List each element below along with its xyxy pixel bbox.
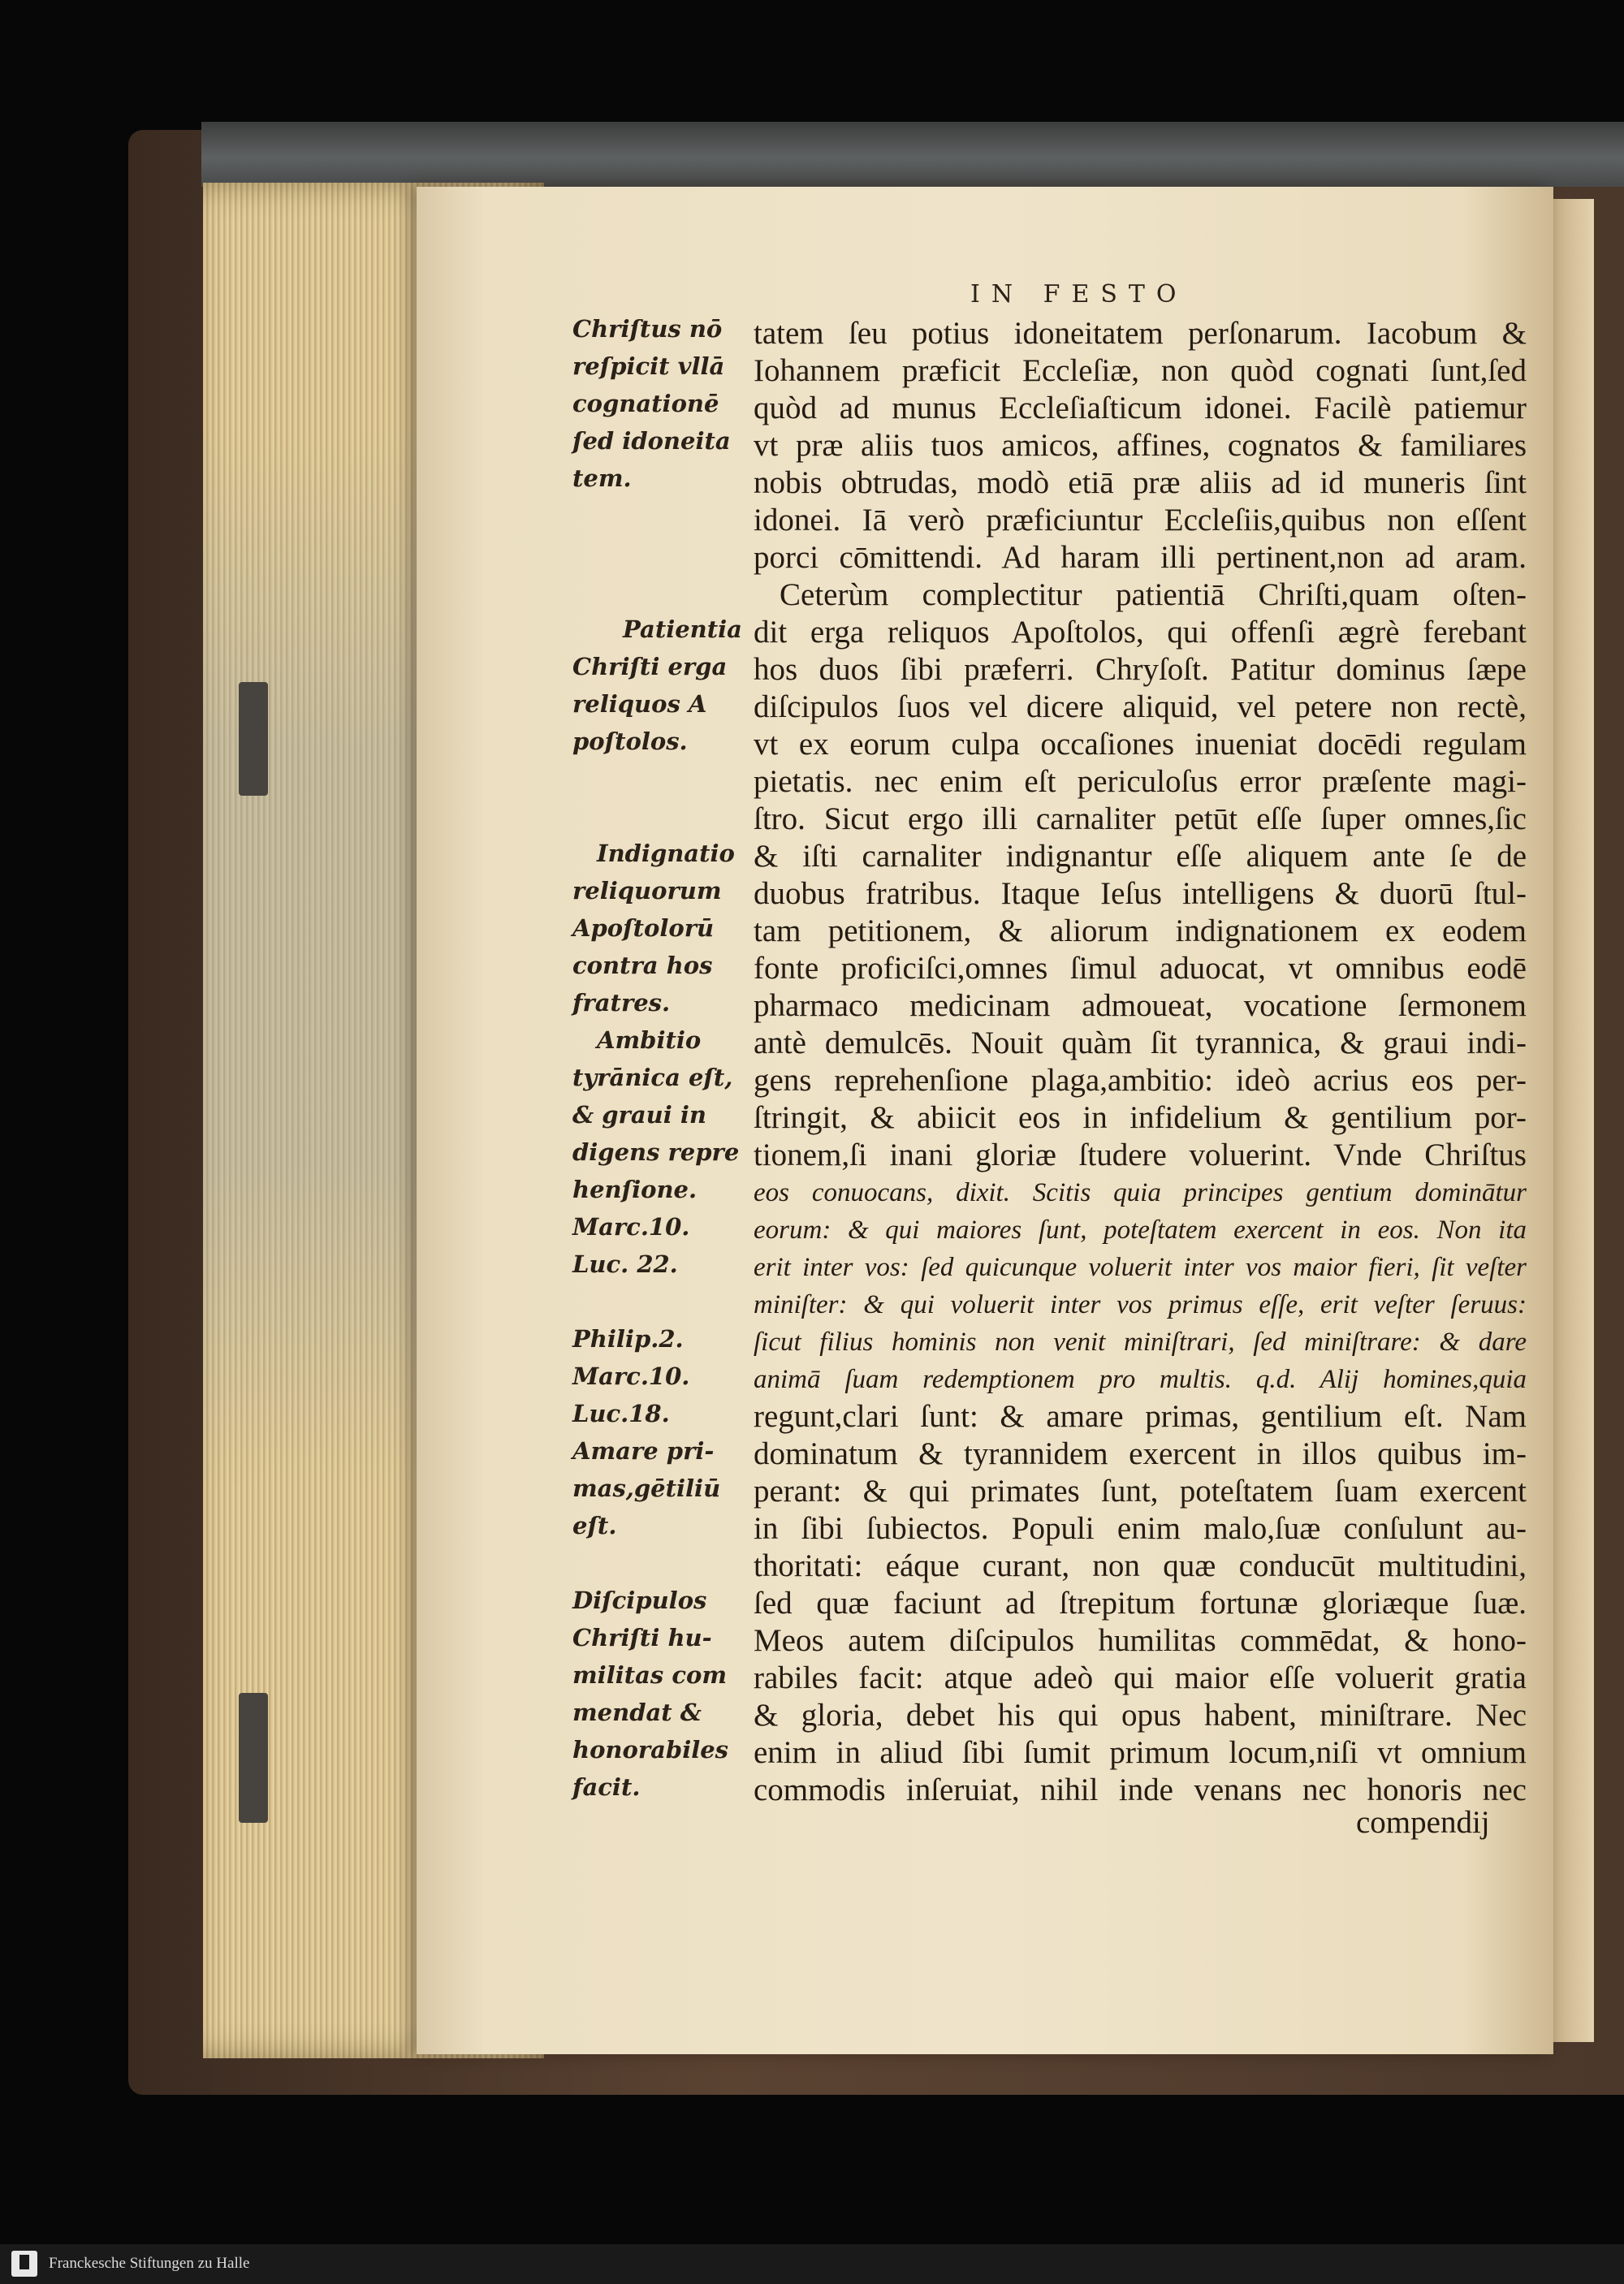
margin-note: ſed idoneita bbox=[572, 427, 731, 455]
text-line: diſcipulos ſuos vel dicere aliquid, vel petere non rectè, bbox=[754, 689, 1527, 724]
margin-note: eſt. bbox=[572, 1512, 617, 1539]
text-line: rabiles facit: atque adeò qui maior eſſe voluerit gratia bbox=[754, 1660, 1527, 1695]
margin-note: Diſcipulos bbox=[572, 1587, 707, 1614]
margin-note: Luc. 22. bbox=[572, 1250, 678, 1278]
text-line: pharmaco medicinam admoueat, vocatione ſermonem bbox=[754, 988, 1527, 1023]
margin-note: Chriſti hu- bbox=[572, 1624, 712, 1651]
institution-logo-icon bbox=[11, 2251, 37, 2277]
margin-note: militas com bbox=[572, 1661, 728, 1689]
margin-note: Patientia bbox=[623, 615, 742, 643]
text-line: animā ſuam redemptionem pro multis. q.d. Alij homines,quia bbox=[754, 1365, 1527, 1394]
institution-name: Franckesche Stiftungen zu Halle bbox=[49, 2255, 250, 2272]
text-line: dominatum & tyrannidem exercent in illos quibus im- bbox=[754, 1436, 1527, 1471]
text-line: enim in aliud ſibi ſumit primum locum,niſi vt omnium bbox=[754, 1735, 1527, 1770]
margin-note: Apoſtolorū bbox=[572, 914, 715, 942]
margin-note: Chriſtus nō bbox=[572, 315, 723, 343]
margin-note: Philip.2. bbox=[572, 1325, 684, 1353]
text-line: hos duos ſibi præferri. Chryſoſt. Patitur dominus ſæpe bbox=[754, 652, 1527, 687]
running-head: IN FESTO bbox=[970, 280, 1188, 309]
text-line: nobis obtrudas, modò etiā præ aliis ad id muneris ſint bbox=[754, 465, 1527, 500]
margin-note: mas,gētiliū bbox=[572, 1474, 721, 1502]
text-line: ſed quæ faciunt ad ſtrepitum fortunæ gloriæque ſuæ. bbox=[754, 1586, 1527, 1621]
text-line: ſtringit, & abiicit eos in infidelium & gentilium por- bbox=[754, 1100, 1527, 1135]
margin-note: tyrānica eſt, bbox=[572, 1064, 733, 1091]
margin-note: & graui in bbox=[572, 1101, 706, 1129]
clasp-top bbox=[239, 682, 268, 796]
text-line: dit erga reliquos Apoſtolos, qui offenſi ægrè ferebant bbox=[754, 615, 1527, 650]
text-line: antè demulcēs. Nouit quàm ſit tyrannica, & graui indi- bbox=[754, 1025, 1527, 1060]
margin-note: digens repre bbox=[572, 1138, 740, 1166]
text-line: eorum: & qui maiores ſunt, poteſtatem exercent in eos. Non ita bbox=[754, 1215, 1527, 1245]
text-line: & iſti carnaliter indignantur eſſe aliquem ante ſe de bbox=[754, 839, 1527, 874]
margin-note: Luc.18. bbox=[572, 1400, 670, 1427]
margin-note: cognationē bbox=[572, 390, 719, 417]
catchword: compendij bbox=[1356, 1805, 1490, 1840]
margin-note: Amare pri- bbox=[572, 1437, 715, 1465]
margin-note: contra hos bbox=[572, 952, 713, 979]
text-line: tionem,ſi inani gloriæ ſtudere voluerint. Vnde Chriſtus bbox=[754, 1138, 1527, 1172]
text-line: duobus fratribus. Itaque Ieſus intelligens & duorū ſtul- bbox=[754, 876, 1527, 911]
margin-note: Marc.10. bbox=[572, 1362, 690, 1390]
text-line: erit inter vos: ſed quicunque voluerit inter vos maior fieri, ſit veſter bbox=[754, 1253, 1527, 1282]
text-line: ſtro. Sicut ergo illi carnaliter petūt eſſe ſuper omnes,ſic bbox=[754, 801, 1527, 836]
text-line: vt ex eorum culpa occaſiones inueniat docēdi regulam bbox=[754, 727, 1527, 762]
text-line: perant: & qui primates ſunt, poteſtatem ſuam exercent bbox=[754, 1474, 1527, 1509]
text-line: fonte proficiſci,omnes ſimul aduocat, vt omnibus eodē bbox=[754, 951, 1527, 986]
text-line: porci cōmittendi. Ad haram illi pertinent,non ad aram. bbox=[754, 540, 1527, 575]
margin-note: reliquorum bbox=[572, 877, 722, 905]
text-line: idonei. Iā verò præficiuntur Eccleſiis,quibus non eſſent bbox=[754, 503, 1527, 538]
margin-note: mendat & bbox=[572, 1699, 702, 1726]
text-line: eos conuocans, dixit. Scitis quia principes gentium dominātur bbox=[754, 1178, 1527, 1207]
margin-note: fratres. bbox=[572, 989, 671, 1017]
clasp-bottom bbox=[239, 1693, 268, 1823]
text-line: gens reprehenſione plaga,ambitio: ideò acrius eos per- bbox=[754, 1063, 1527, 1098]
text-line: pietatis. nec enim eſt periculoſus error præſente magi- bbox=[754, 764, 1527, 799]
text-line: vt præ aliis tuos amicos, affines, cognatos & familiares bbox=[754, 428, 1527, 463]
text-line: tatem ſeu potius idoneitatem perſonarum. Iacobum & bbox=[754, 316, 1527, 351]
margin-note: henſione. bbox=[572, 1176, 698, 1203]
margin-note: poſtolos. bbox=[572, 728, 688, 755]
text-line: & gloria, debet his qui opus habent, miniſtrare. Nec bbox=[754, 1698, 1527, 1733]
text-line: miniſter: & qui voluerit inter vos primus eſſe, erit veſter ſeruus: bbox=[754, 1290, 1527, 1319]
text-line: ſicut filius hominis non venit miniſtrari, ſed miniſtrare: & dare bbox=[754, 1328, 1527, 1357]
margin-note: Indignatio bbox=[597, 840, 735, 867]
margin-note: reſpicit vllā bbox=[572, 352, 725, 380]
margin-note: tem. bbox=[572, 464, 632, 492]
margin-note: Marc.10. bbox=[572, 1213, 690, 1241]
margin-note: facit. bbox=[572, 1773, 641, 1801]
text-line: commodis inſeruiat, nihil inde venans nec honoris nec bbox=[754, 1772, 1527, 1807]
text-line: quòd ad munus Eccleſiaſticum idonei. Facilè patiemur bbox=[754, 391, 1527, 425]
margin-note: Ambitio bbox=[597, 1026, 702, 1054]
text-line: regunt,clari ſunt: & amare primas, gentilium eſt. Nam bbox=[754, 1399, 1527, 1434]
text-line: Iohannem præficit Eccleſiæ, non quòd cognati ſunt,ſed bbox=[754, 353, 1527, 388]
text-line: Ceterùm complectitur patientiā Chriſti,quam oſten- bbox=[780, 577, 1527, 612]
text-line: in ſibi ſubiectos. Populi enim malo,ſuæ conſulunt au- bbox=[754, 1511, 1527, 1546]
text-line: thoritati: eáque curant, non quæ conducūt multitudini, bbox=[754, 1548, 1527, 1583]
margin-note: reliquos A bbox=[572, 690, 707, 718]
next-leaf-edge bbox=[1553, 199, 1594, 2042]
margin-note: Chriſti erga bbox=[572, 653, 728, 680]
margin-note: honorabiles bbox=[572, 1736, 729, 1764]
text-line: Meos autem diſcipulos humilitas commēdat, & hono- bbox=[754, 1623, 1527, 1658]
footer-bar bbox=[0, 2244, 1624, 2284]
book-top-edge bbox=[201, 122, 1624, 187]
text-line: tam petitionem, & aliorum indignationem ex eodem bbox=[754, 913, 1527, 948]
